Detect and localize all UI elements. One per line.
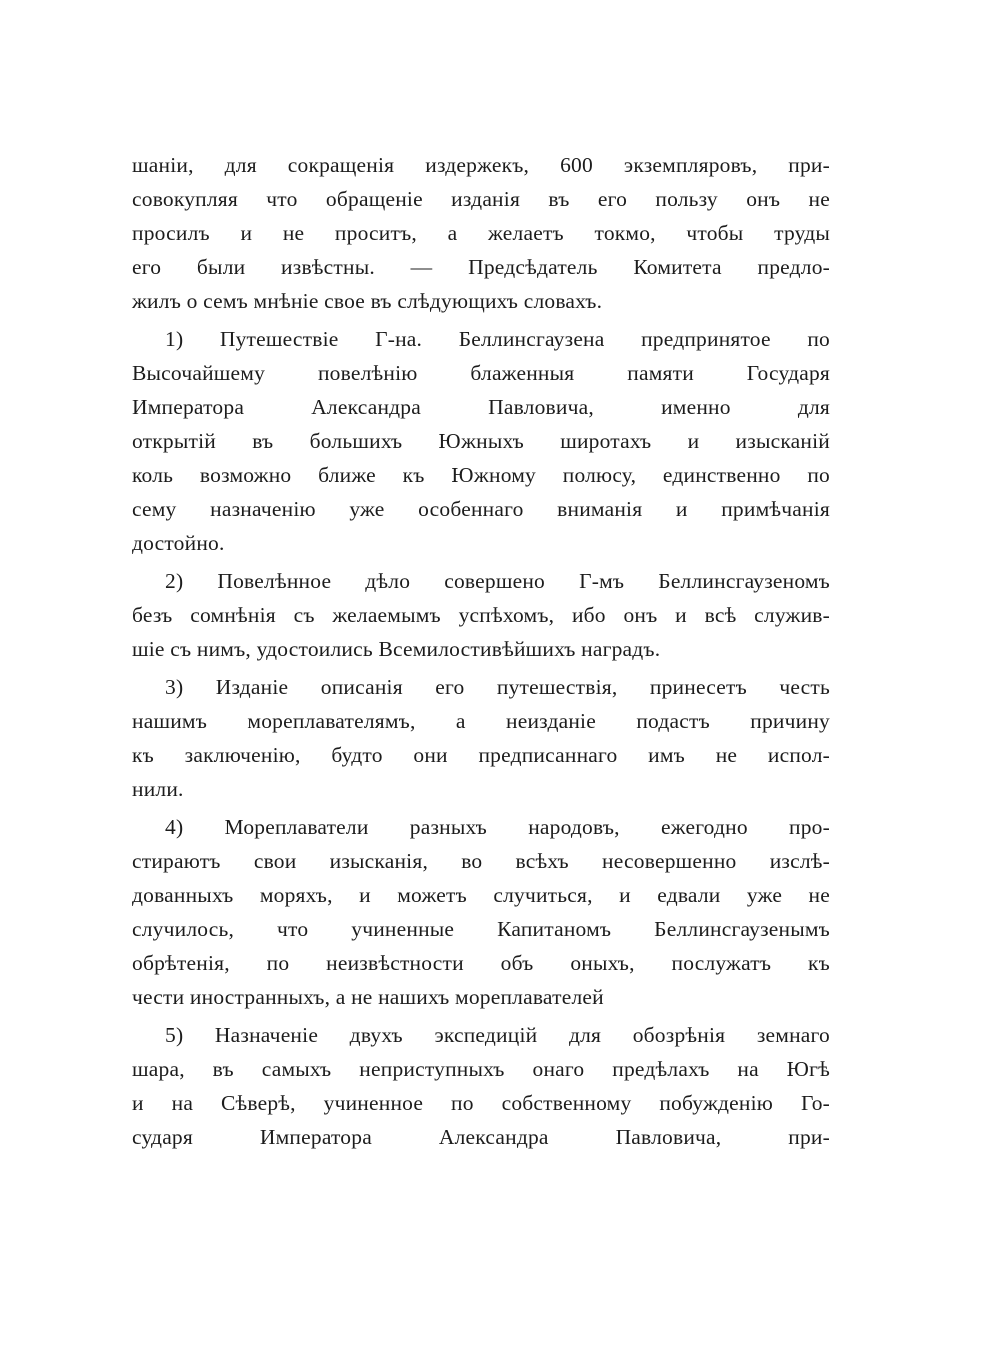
text-line: дованныхъ моряхъ, и можетъ случиться, и едвали уже не <box>132 883 830 907</box>
text-line: Императора Александра Павловича, именно для <box>132 395 830 419</box>
text-line: стираютъ свои изысканія, во всѣхъ несовершенно изслѣ- <box>132 849 830 873</box>
text-line: и на Сѣверѣ, учиненное по собственному побужденію Го- <box>132 1091 830 1115</box>
text-line: къ заключенію, будто они предписаннаго имъ не испол- <box>132 743 830 767</box>
text-line: сему назначенію уже особеннаго вниманія и примѣчанія <box>132 497 830 521</box>
item-2-line: 2) Повелѣнное дѣло совершено Г-мъ Беллинсгаузеномъ <box>165 569 830 593</box>
text-line: коль возможно ближе къ Южному полюсу, единственно по <box>132 463 830 487</box>
text-line: шаніи, для сокращенія издержекъ, 600 экземпляровъ, при- <box>132 153 830 177</box>
text-line: достойно. <box>132 531 225 555</box>
text-line: его были извѣстны. — Предсѣдатель Комитета предло- <box>132 255 830 279</box>
text-line: нили. <box>132 777 184 801</box>
text-line: Высочайшему повелѣнію блаженныя памяти Государя <box>132 361 830 385</box>
body-text <box>132 148 830 1154</box>
text-line: шара, въ самыхъ неприступныхъ онаго предѣлахъ на Югѣ <box>132 1057 830 1081</box>
item-5-line: 5) Назначеніе двухъ экспедицій для обозрѣнія земнаго <box>165 1023 830 1047</box>
text-line: безъ сомнѣнія съ желаемымъ успѣхомъ, ибо онъ и всѣ служив- <box>132 603 830 627</box>
text-line: просилъ и не проситъ, а желаетъ токмо, чтобы труды <box>132 221 830 245</box>
text-line: сударя Императора Александра Павловича, при- <box>132 1125 830 1149</box>
text-line: открытій въ большихъ Южныхъ широтахъ и изысканій <box>132 429 830 453</box>
text-line: шіе съ нимъ, удостоились Всемилостивѣйшихъ наградъ. <box>132 637 661 661</box>
text-line: чести иностранныхъ, а не нашихъ мореплавателей <box>132 985 604 1009</box>
text-line: обрѣтенія, по неизвѣстности объ оныхъ, послужатъ къ <box>132 951 830 975</box>
item-1-line: 1) Путешествіе Г-на. Беллинсгаузена предпринятое по <box>165 327 830 351</box>
item-4-line: 4) Мореплаватели разныхъ народовъ, ежегодно про- <box>165 815 830 839</box>
text-line: случилось, что учиненные Капитаномъ Беллинсгаузенымъ <box>132 917 830 941</box>
text-line: нашимъ мореплавателямъ, а неизданіе подастъ причину <box>132 709 830 733</box>
text-line: совокупляя что обращеніе изданія въ его пользу онъ не <box>132 187 830 211</box>
item-3-line: 3) Изданіе описанія его путешествія, принесетъ честь <box>165 675 830 699</box>
text-line: жилъ о семъ мнѣніе свое въ слѣдующихъ словахъ. <box>132 289 603 313</box>
